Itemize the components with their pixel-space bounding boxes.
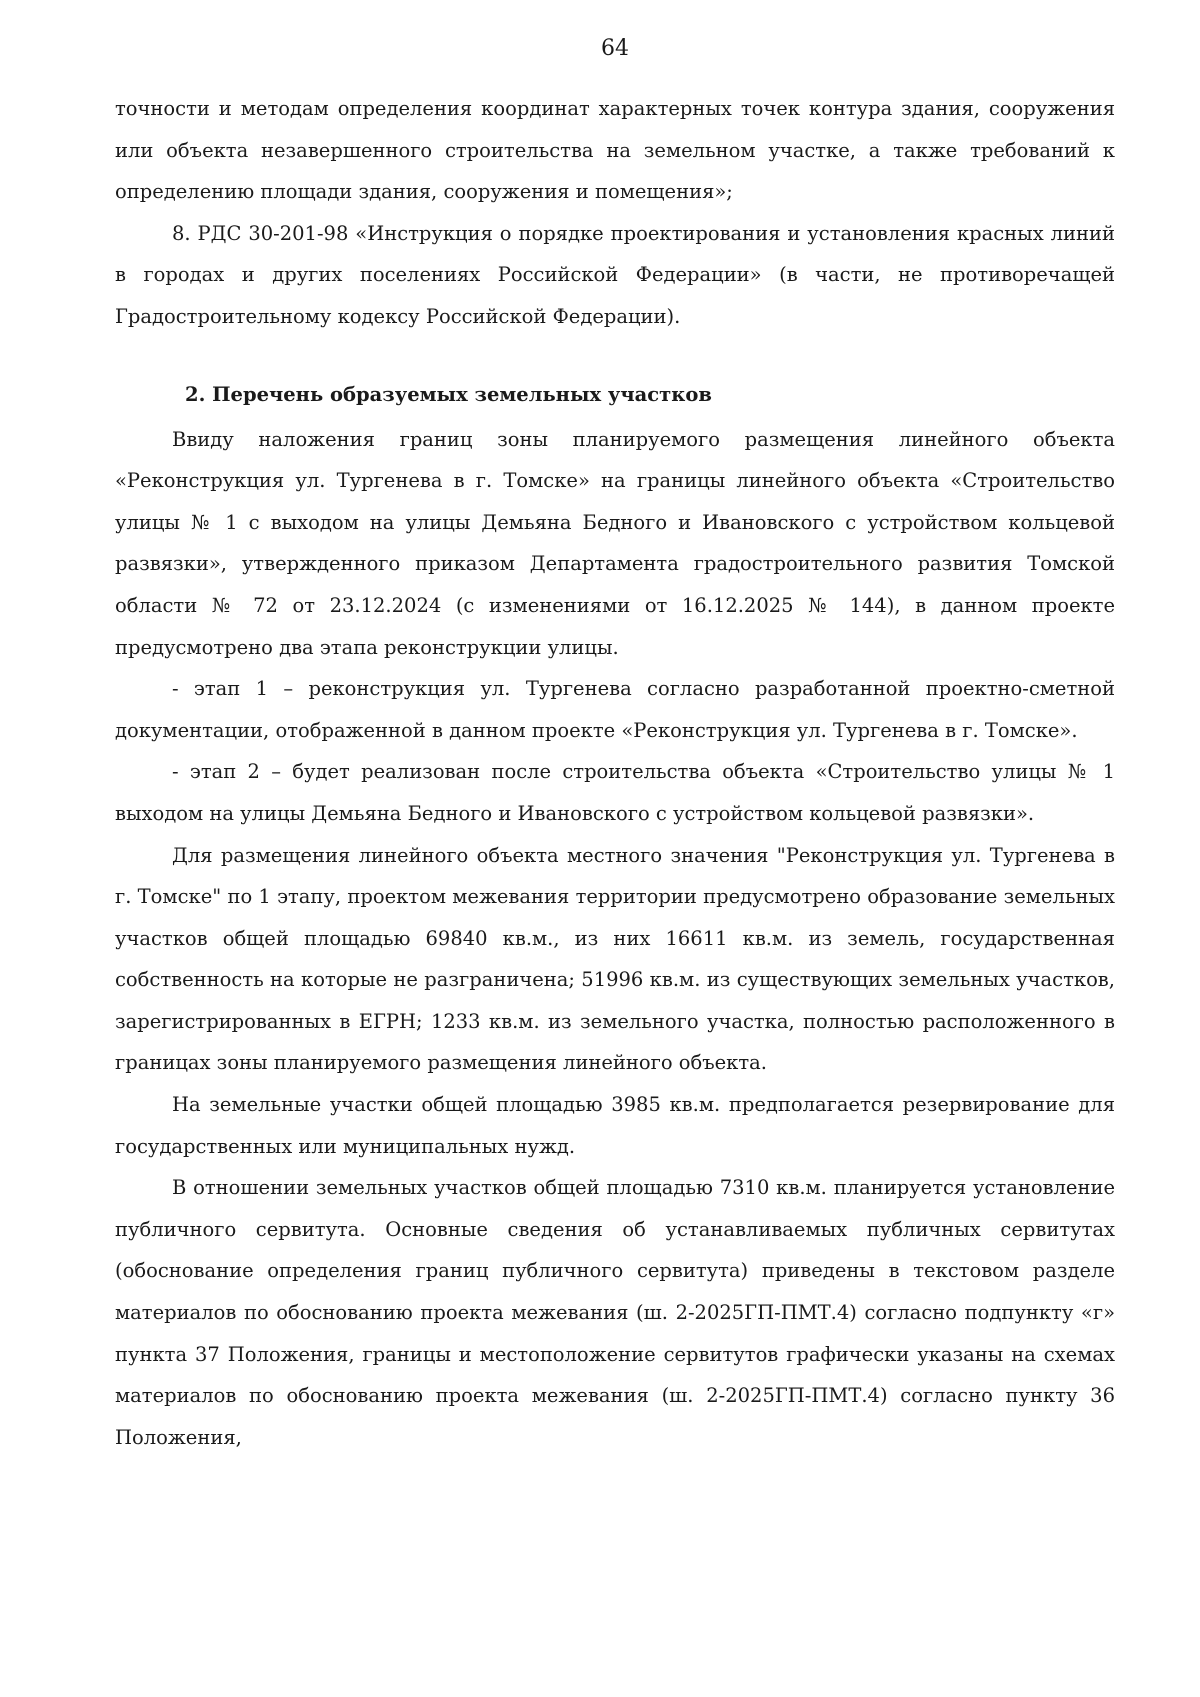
paragraph-list-item-8: 8. РДС 30-201-98 «Инструкция о порядке проектирования и установления красных линий в городах и других поселениях Российской Федерации» (в части, не противоречащей Градостроительному кодексу Российской Федерации).: [115, 221, 1115, 328]
paragraph-land-plots: Для размещения линейного объекта местного значения "Реконструкция ул. Тургенева в г. Томске" по 1 этапу, проектом межевания территории предусмотрено образование земельных участков общей площадью 69840 кв.м., из них 16611 кв.м. из земель, государственная собственность на которые не разграничена; 51996 кв.м. из существующих земельных участков, зарегистрированных в ЕГРН; 1233 кв.м. из земельного участка, полностью расположенного в границах зоны планируемого размещения линейного объекта.: [115, 843, 1115, 1075]
document-body: [115, 88, 1115, 1458]
paragraph-stage-1: - этап 1 – реконструкция ул. Тургенева согласно разработанной проектно-сметной документации, отображенной в данном проекте «Реконструкция ул. Тургенева в г. Томске».: [115, 677, 1115, 742]
paragraph-stage-2: - этап 2 – будет реализован после строительства объекта «Строительство улицы № 1 выходом на улицы Демьяна Бедного и Ивановского с устройством кольцевой развязки».: [115, 760, 1115, 825]
paragraph-reservation: На земельные участки общей площадью 3985 кв.м. предполагается резервирование для государственных или муниципальных нужд.: [115, 1093, 1115, 1158]
page-number: 64: [601, 36, 629, 61]
paragraph-continuation: точности и методам определения координат характерных точек контура здания, сооружения или объекта незавершенного строительства на земельном участке, а также требований к определению площади здания, сооружения и помещения»;: [115, 97, 1115, 204]
paragraph-servitude: В отношении земельных участков общей площадью 7310 кв.м. планируется установление публичного сервитута. Основные сведения об устанавливаемых публичных сервитутах (обоснование определения границ публичного сервитута) приведены в текстовом разделе материалов по обоснованию проекта межевания (ш. 2-2025ГП-ПМТ.4) согласно подпункту «г» пункта 37 Положения, границы и местоположение сервитутов графически указаны на схемах материалов по обоснованию проекта межевания (ш. 2-2025ГП-ПМТ.4) согласно пункту 36 Положения,: [115, 1176, 1115, 1449]
section-heading: 2. Перечень образуемых земельных участков: [185, 382, 712, 406]
paragraph-stages-intro: Ввиду наложения границ зоны планируемого размещения линейного объекта «Реконструкция ул. Тургенева в г. Томске» на границы линейного объекта «Строительство улицы № 1 с выходом на улицы Демьяна Бедного и Ивановского с устройством кольцевой развязки», утвержденного приказом Департамента градостроительного развития Томской области № 72 от 23.12.2024 (с изменениями от 16.12.2025 № 144), в данном проекте предусмотрено два этапа реконструкции улицы.: [115, 427, 1115, 659]
document-page: [115, 0, 1115, 1697]
